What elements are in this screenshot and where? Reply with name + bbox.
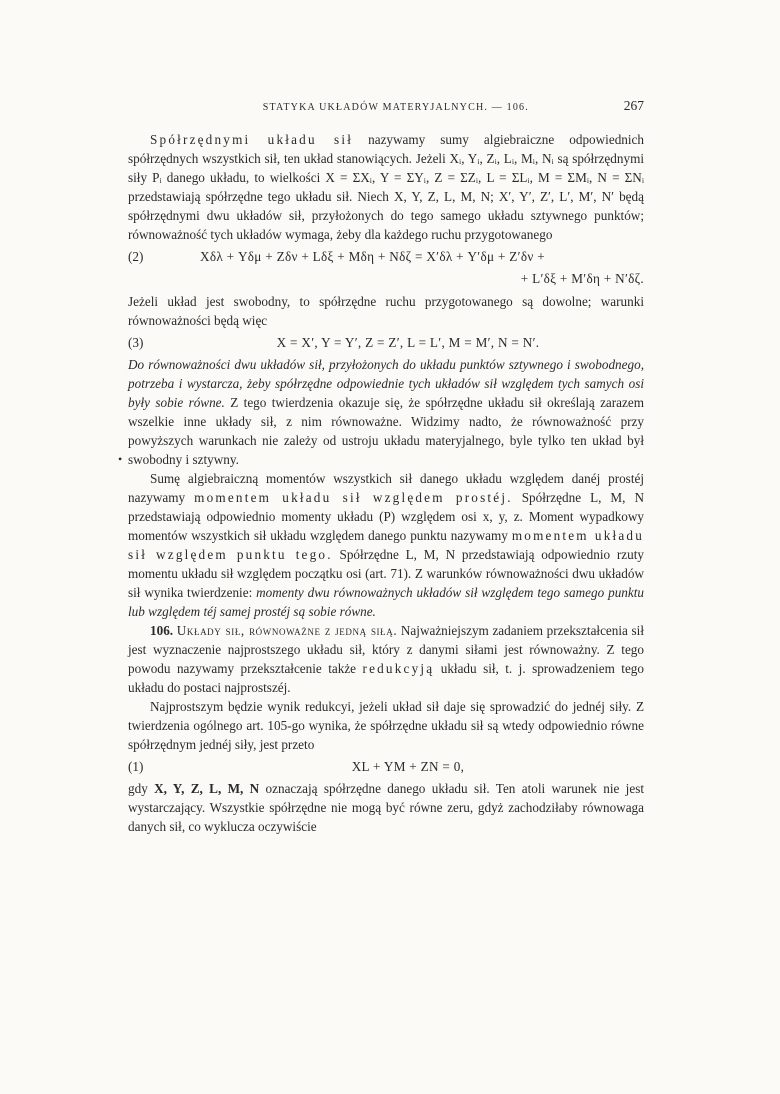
theorem-text: momenty dwu równoważnych układów sił względem tego samego punktu lub względem téj samej prostéj są sobie równe. <box>128 585 644 619</box>
paragraph-simplest-reduction: Najprostszym będzie wynik redukcyi, jeżeli układ sił daje się sprowadzić do jednéj siły. Z twierdzenia ogólnego art. 105-go wynika, że spółrzędne układu sił są wtedy odpowiednio równe spółrzędnym jednéj siły, jest przeto <box>128 699 644 752</box>
paragraph-moments <box>128 469 644 621</box>
section-heading: Układy sił, równoważne z jedną siłą. <box>176 623 398 638</box>
theorem-text: Do równoważności dwu układów sił, przyłożonych do układu punktów sztywnego i swobodnego, potrzeba i wystarcza, żeby spółrzędne odpowiednie tych układów sił względem tych samych osi były sobie równe. <box>128 357 644 410</box>
equation-3 <box>128 333 644 352</box>
page-number: 267 <box>623 98 644 113</box>
paragraph-text: nazywamy sumy algiebraiczne odpowiednich spółrzędnych wszystkich sił, ten układ stanowiących. Jeżeli Xᵢ, Yᵢ, Zᵢ, Lᵢ, Mᵢ, Nᵢ są spółrzędnymi siły Pᵢ danego układu, to wielkości X = ΣXᵢ, Y = ΣYᵢ, Z = ΣZᵢ, L = ΣLᵢ, M = ΣMᵢ, N = ΣNᵢ przedstawiają spółrzędne tego układu sił. Niech X, Y, Z, L, M, N; X′, Y′, Z′, L′, M′, N′ będą spółrzędnymi dwu układów sił, przyłożonych do tego samego układu sztywnego punktów; równoważność tych układów wymaga, żeby dla każdego ruchu przygotowanego <box>128 132 644 242</box>
equation-line: Xδλ + Yδμ + Zδν + Lδξ + Mδη + Nδζ = X′δλ + Y′δμ + Z′δν + <box>200 249 545 264</box>
coordinate-symbols: X, Y, Z, L, M, N <box>154 781 260 796</box>
paragraph-free-system: Jeżeli układ jest swobodny, to spółrzędne ruchu przygotowanego są dowolne; warunki równoważności będą więc <box>128 294 644 328</box>
equation-number: (3) <box>128 335 144 350</box>
paragraph-text: Sumę algiebraiczną momentów wszystkich sił danego układu względem danéj prostéj nazywamy <box>128 471 644 505</box>
paragraph-condition <box>128 779 644 836</box>
paragraph-text: Spółrzędne L, M, N przedstawiają odpowiednio rzuty momentu układu sił względem początku osi (art. 71). Z warunków równoważności dwu układów sił wynika twierdzenie: <box>128 547 644 600</box>
margin-mark: • <box>118 452 123 466</box>
paragraph-coordinates-definition <box>128 130 644 244</box>
page-header <box>128 96 644 118</box>
equation-number: (2) <box>128 249 144 264</box>
section-number: 106. <box>150 623 174 638</box>
paragraph-text: układu sił, t. j. sprowadzeniem tego układu do postaci najprostszéj. <box>128 661 644 695</box>
paragraph-text: Z tego twierdzenia okazuje się, że spółrzędne układu sił określają zarazem wszelkie inne układy sił, z nim równoważne. Widzimy nadto, że równoważność przy powyższych warunkach nie zależy od ustroju układu materyjalnego, byle tylko ten układ był swobodny i sztywny. <box>128 395 644 467</box>
equation-line: X = X′, Y = Y′, Z = Z′, L = L′, M = M′, N = N′. <box>276 335 540 350</box>
equation-2 <box>128 247 644 266</box>
defined-term: momentem układu sił względem punktu tego. <box>128 528 644 562</box>
equation-number: (1) <box>128 759 144 774</box>
paragraph-text: Spółrzędne L, M, N przedstawiają odpowiednio momenty układu (P) względem osi x, y, z. Moment wypadkowy momentów wszystkich sił układu względem danego punktu nazywamy <box>128 490 645 543</box>
running-title: STATYKA UKŁADÓW MATERYJALNYCH. — 106. <box>262 102 529 113</box>
paragraph-theorem <box>118 355 644 469</box>
equation-line: XL + YM + ZN = 0, <box>351 759 465 774</box>
defined-term: Spółrzędnymi układu sił <box>150 132 354 147</box>
equation-1 <box>128 757 644 776</box>
book-page <box>118 96 645 836</box>
defined-term: momentem układu sił względem prostéj. <box>194 490 513 505</box>
section-106 <box>128 621 644 697</box>
equation-2-continuation: + L′δξ + M′δη + N′δζ. <box>520 271 644 286</box>
defined-term: redukcyją <box>362 661 435 676</box>
paragraph-text: oznaczają spółrzędne danego układu sił. Ten atoli warunek nie jest wystarczający. Wszystkie spółrzędne nie mogą być równe zeru, gdyż zachodziłaby równowaga danych sił, co wyklucza oczywiście <box>128 781 644 834</box>
paragraph-text: gdy <box>128 781 155 796</box>
paragraph-text: Najważniejszym zadaniem przekształcenia sił jest wyznaczenie najprostszego układu sił, który z danymi siłami jest równoważny. Z tego powodu nazywamy przekształcenie także <box>128 623 645 676</box>
